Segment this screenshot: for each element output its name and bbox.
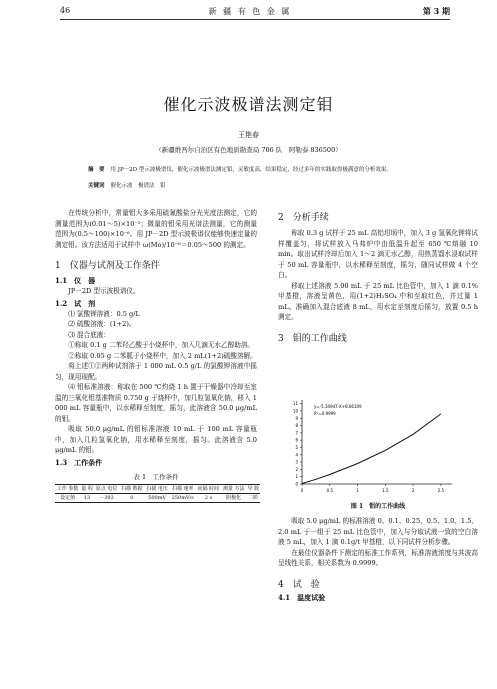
section-4-heading: 4 试 验 [278,579,320,590]
abstract [88,166,418,174]
table-cell: 阴极化 [221,493,246,502]
y-tick-label: 2 [295,466,298,472]
chart-annotation: R²=0.9999 [314,411,336,416]
y-tick-label: 4 [295,452,298,458]
reagent-3: ⑶ 混合底液： [68,330,110,339]
affiliation: （新疆维吾尔自治区有色地质勘查局 706 队 阿勒泰 836500） [155,146,342,154]
section-1-1-heading: 1.1 仪 器 [55,276,96,285]
section-1-2-heading: 1.2 试 剂 [55,298,96,308]
keywords-label: 关键词 [88,183,105,189]
figure-caption: 图 1 钼的工作曲线 [350,503,406,510]
article-title: 催化示波极谱法测定钼 [163,95,334,114]
table-header: 扫描 速率 [170,484,196,493]
y-tick-label: 6 [295,437,298,443]
intro-paragraph: 在传统分析中，常量钼大多采用硫氰酸盐分光光度法测定，它的测量范围为(0.01～5)×10⁻²；微量的钼采用光谱法测量，它的测量范围为(0.5～100)×10⁻⁶。用 JP－2D 型示波极谱仪能够快速定量的测定钼。该方法适用于试样中 ω(Mo)/10⁻⁶＝0.05～500 的测定。 [55,209,257,249]
table-cell: 二阶 [248,494,259,501]
left-column [55,208,257,503]
table-cell: －392 [94,493,119,502]
reagent-1: ⑴ 氯酸钾溶液：0.5 g/L [68,309,140,318]
y-tick-label: 11 [292,401,298,407]
right-column-lower [278,516,478,603]
keywords-text: 催化示波 极谱法 钼 [110,183,166,189]
section-2-heading: 2 分析手续 [278,213,329,223]
table-header: 扫描 数据 [121,485,143,492]
journal-name: 新 疆 有 色 金 属 [208,7,292,16]
author: 王艳春 [238,131,259,139]
section-3-heading: 3 钼的工作曲线 [278,333,347,344]
keywords [88,182,418,190]
work-conditions-table [55,484,260,503]
working-curve-line [302,414,441,484]
table-cell: 13 [80,493,94,502]
y-tick-label: 3 [295,459,298,465]
reagent-4b: 吸取 50.0 μg/mL 的钼标准溶液 10 mL 于 100 mL 容量瓶中，加入几粒氢氧化钠，用水稀释至刻度，摇匀。此溶液含 5.0 μg/mL 的钼。 [55,425,257,454]
abstract-label: 摘 要 [88,167,105,173]
table-header: 间隔 时间 [197,485,220,492]
table-header: 原点 电位 [95,485,118,492]
table-header: 工作 参数 [56,485,79,492]
y-tick-label: 8 [295,423,298,429]
procedure-paragraph-2: 移取上述溶液 5.00 mL 于 25 mL 比色管中，加入 1 滴 0.1% 甲基橙，溶液呈黄色，用(1+2)H₂SO₄ 中和至取红色，并过量 1 mL。准确加入混合底液 8 mL，用水定至刻度后摇匀，放置 0.5 h 测定。 [278,281,478,321]
header-rule [60,19,450,20]
table-cell: 250mV/s [171,494,194,501]
x-tick-label: 1 [356,488,359,493]
section-4-1-heading: 4.1 温度试验 [278,592,326,602]
y-tick-label: 5 [295,444,298,450]
table-header: 扫描 电压 [146,485,168,492]
table-header: 量 程 [81,485,93,492]
table-caption: 表 1 工作条件 [133,472,179,481]
procedure-paragraph-1: 称取 0.3 g 试样于 25 mL 高铝坩埚中，加入 3 g 氢氧化钾将试样覆盖匀，将试样放入马弗炉中由低温升起至 650 ℃熔融 10 min。取出试样冷却后加入 1～2 滴无水乙醇，用热蒸馏水浸取试样于 50 mL 容量瓶中，以水稀释至刻度，摇匀，随同试样做 4 个空白。 [278,229,478,279]
chart-annotation: y=-5.34947·X+8.66109 [314,404,362,409]
section-1-heading: 1 仪器与试剂及工作条件 [55,261,160,271]
reagent-4: ⑷ 钼标准溶液：称取在 500 ℃灼烧 1 h 置于干燥器中冷却至室温的三氧化钼基准物质 0.750 g 于烧杯中，加几粒氢氧化钠，移入 1 000 mL 容量瓶中，以水稀释至刻度，摇匀，此溶液含 50.0 μg/mL 的钼。 [55,383,257,423]
table-cell: 2 s [196,493,221,502]
y-tick-label: 0 [295,481,298,487]
page-number: 46 [60,6,71,15]
instrument-text: JP－2D 型示波极谱仪。 [68,287,140,295]
x-tick-label: 0 [300,488,304,493]
x-tick-label: 2.5 [437,488,445,493]
right-column [278,210,478,344]
y-tick-label: 1 [295,474,298,480]
working-curve-chart [282,388,482,500]
reagent-3b: ②称取 0.05 g 二苯胍于小烧杯中，加入 2 mL(1+2)硫酸溶解。 [68,351,257,360]
x-tick-label: 1.5 [382,488,389,493]
table-header: 导 数 [247,485,259,492]
curve-paragraph-1: 吸取 5.0 μg/mL 的标准溶液 0、0.1、0.25、0.5、1.0、1.5、2.0 mL 于一组于 25 mL 比色管中，加入与分取试液一致的空白溶液 5 mL，加入 1 滴 0.1g/t 甲基橙，以下同试样分析步骤。 [278,517,478,546]
x-tick-label: 2 [411,488,415,493]
reagent-3a: ①称取 0.1 g 二苯羟乙酸于小烧杯中，加入几滴无水乙醇助溶。 [68,341,255,349]
section-1-3-heading: 1.3 工作条件 [55,457,103,467]
x-tick-label: 0.5 [326,488,333,493]
abstract-text: 用 JP－2D 型示波极谱仪，催化示波极谱法测定钼，灵敏度高，结果稳定，经过多年的实践取得极满意的分析效果。 [110,167,392,173]
table-cell: 设定值 [55,493,80,502]
reagent-3c: 将上述①②两种试剂溶于 1 000 mL 0.5 g/L 的氯酸钾溶液中摇匀，现用现配。 [55,362,257,381]
y-tick-label: 9 [295,415,298,421]
table-header: 测量 方法 [222,485,245,492]
table-cell: 500mV [144,493,169,502]
table-cell: 0 [119,493,144,502]
y-tick-label: 7 [295,430,298,436]
issue-number: 第 3 期 [422,6,450,16]
y-tick-label: 10 [292,408,298,414]
curve-paragraph-2: 在最佳仪器条件下测定的标准工作系列，标准溶液浓度与其波高呈线性关系，相关系数为 0.9999。 [278,548,478,567]
reagent-2: ⑵ 硫酸溶液：(1+2)。 [68,320,136,328]
